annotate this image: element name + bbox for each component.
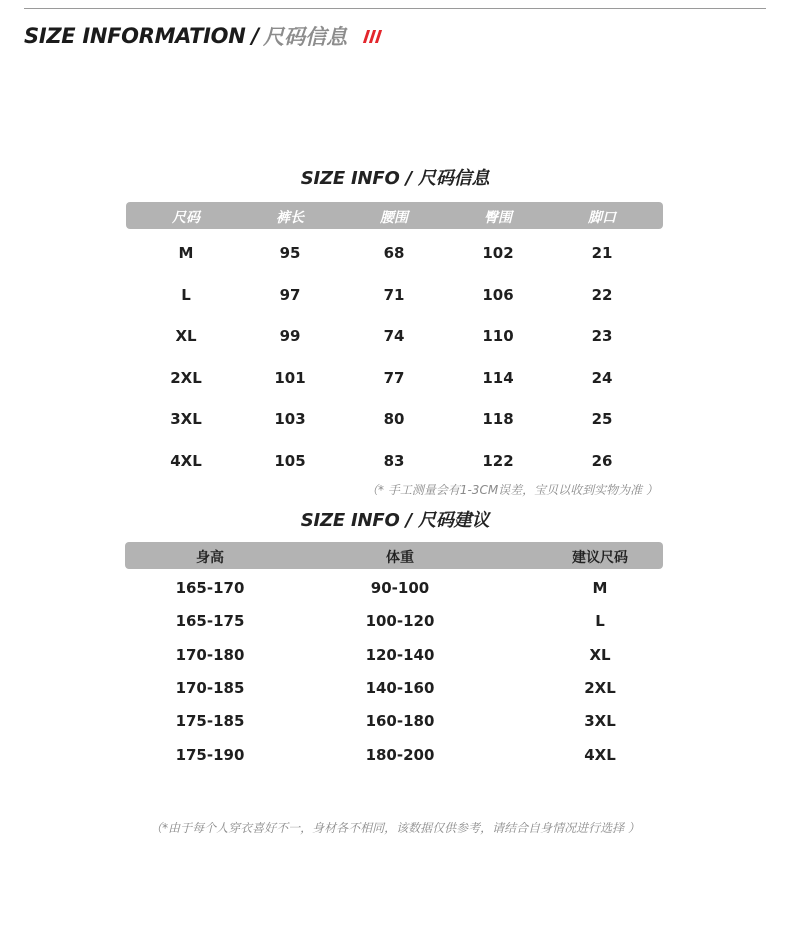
accent-stripes-icon — [363, 30, 382, 43]
size-col-size: 尺码 — [172, 210, 200, 226]
size-cell-hip: 106 — [482, 285, 514, 304]
size-cell-length: 97 — [279, 285, 301, 304]
suggest-cell-height: 170-180 — [175, 645, 245, 664]
page-header — [24, 20, 380, 52]
size-cell-hem: 23 — [591, 327, 613, 346]
size-col-hem: 脚口 — [588, 210, 616, 226]
suggest-col-height: 身高 — [196, 550, 224, 566]
size-cell-waist: 80 — [383, 410, 405, 429]
suggest-cell-size: XL — [589, 645, 611, 664]
size-cell-size: 4XL — [170, 452, 202, 470]
size-cell-waist: 68 — [383, 244, 405, 262]
size-cell-hem: 25 — [591, 410, 613, 429]
suggest-cell-size: 3XL — [584, 712, 616, 731]
measurement-note: （* 手工测量会有1-3CM误差，宝贝以收到实物为准 ） — [366, 483, 658, 497]
size-cell-waist: 74 — [383, 327, 405, 346]
top-divider — [24, 8, 766, 9]
size-cell-hem: 22 — [591, 285, 613, 304]
size-col-hip: 臀围 — [484, 210, 512, 226]
suggest-col-weight: 体重 — [386, 550, 414, 566]
suggest-table-title: SIZE INFO / 尺码建议 — [300, 510, 490, 531]
size-cell-waist: 71 — [383, 285, 405, 304]
footer-note: （*由于每个人穿衣喜好不一，身材各不相同，该数据仅供参考，请结合自身情况进行选择 ） — [150, 821, 640, 835]
suggest-cell-height: 165-170 — [175, 579, 245, 597]
size-cell-length: 105 — [274, 452, 306, 470]
suggest-table-header — [125, 542, 663, 569]
suggest-cell-weight: 160-180 — [365, 712, 435, 731]
suggest-cell-weight: 140-160 — [365, 678, 435, 697]
size-cell-hip: 122 — [482, 452, 514, 470]
size-cell-length: 103 — [274, 410, 306, 429]
suggest-cell-height: 175-190 — [175, 745, 245, 764]
size-cell-size: 3XL — [170, 410, 202, 429]
size-cell-length: 101 — [274, 368, 306, 387]
size-cell-size: 2XL — [170, 368, 202, 387]
header-separator: / — [251, 24, 260, 48]
suggest-cell-size: 2XL — [584, 678, 616, 697]
suggest-cell-size: 4XL — [584, 745, 616, 764]
size-cell-waist: 77 — [383, 368, 405, 387]
size-col-length: 裤长 — [276, 210, 304, 226]
size-col-waist: 腰围 — [380, 210, 408, 226]
size-cell-waist: 83 — [383, 452, 405, 470]
suggest-cell-height: 165-175 — [175, 612, 245, 631]
size-cell-size: L — [181, 285, 191, 304]
size-table-header — [126, 202, 663, 229]
header-title-cn: 尺码信息 — [263, 25, 348, 49]
suggest-cell-size: M — [592, 579, 608, 597]
size-cell-length: 95 — [279, 244, 301, 262]
suggest-cell-height: 175-185 — [175, 712, 245, 731]
suggest-cell-weight: 180-200 — [365, 745, 435, 764]
stripe — [375, 30, 382, 43]
size-cell-hem: 26 — [591, 452, 613, 470]
size-cell-hip: 118 — [482, 410, 514, 429]
size-cell-size: XL — [175, 327, 197, 346]
size-cell-hip: 102 — [482, 244, 514, 262]
size-cell-length: 99 — [279, 327, 301, 346]
suggest-cell-weight: 90-100 — [370, 579, 430, 597]
suggest-cell-weight: 100-120 — [365, 612, 435, 631]
size-cell-hip: 114 — [482, 368, 514, 387]
size-table-title: SIZE INFO / 尺码信息 — [300, 168, 490, 189]
suggest-col-size: 建议尺码 — [572, 550, 628, 566]
header-title-en: SIZE INFORMATION — [24, 24, 246, 48]
size-cell-hem: 24 — [591, 368, 613, 387]
size-cell-hip: 110 — [482, 327, 514, 346]
size-cell-hem: 21 — [591, 244, 613, 262]
suggest-cell-height: 170-185 — [175, 678, 245, 697]
suggest-cell-weight: 120-140 — [365, 645, 435, 664]
suggest-cell-size: L — [595, 612, 605, 631]
size-cell-size: M — [178, 244, 194, 262]
